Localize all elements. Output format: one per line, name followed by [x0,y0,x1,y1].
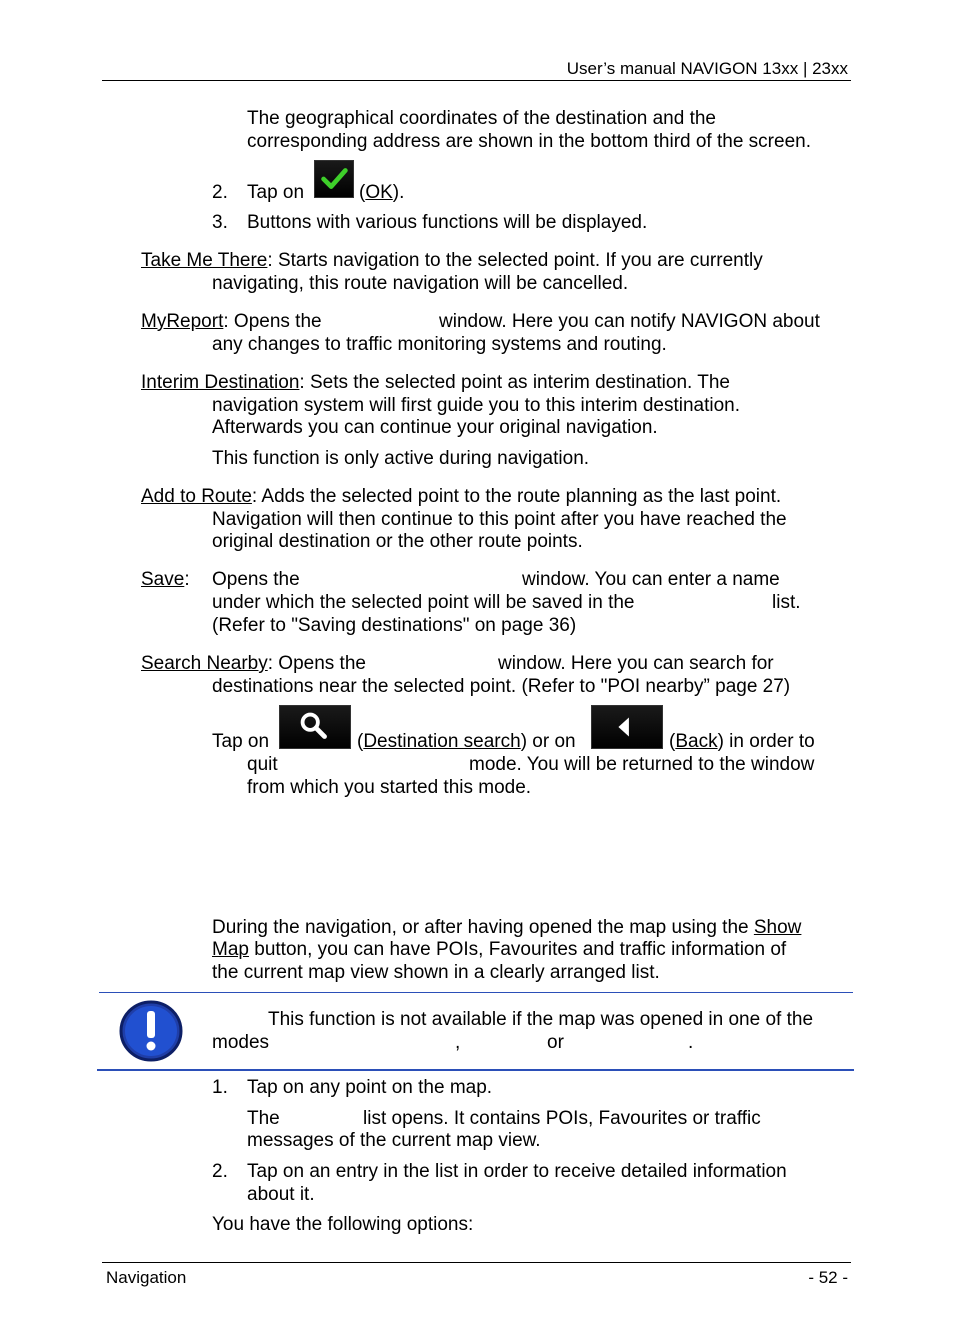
back-button-icon[interactable] [591,705,663,749]
poi-intro-line-3: the current map view shown in a clearly arranged list. [212,962,660,983]
quit-end-text [669,730,815,753]
step-text: Tap on an entry in the list in order to receive detailed information [247,1161,787,1182]
save-link[interactable]: Save [141,569,185,590]
option-desc: navigating, this route navigation will be cancelled. [212,273,629,294]
destination-search-link[interactable]: Destination search [363,731,521,752]
notice-top-rule [99,992,853,993]
option-desc: original destination or the other route points. [212,531,583,552]
option-desc: Opens the [212,569,300,590]
notice-line-1: This function is not available if the map was opened in one of the [268,1009,814,1030]
step-text: Buttons with various functions will be displayed. [247,212,648,233]
notice-period: . [688,1032,694,1053]
step-text: Tap on any point on the map. [247,1077,493,1098]
option-desc: window. Here you can search for [498,653,774,674]
page-number: - 52 - [808,1268,848,1287]
option-take-me-there [141,249,763,272]
notice-comma: , [455,1032,461,1053]
option-desc: Afterwards you can continue your original navigation. [212,417,658,438]
paren-open: ( [669,731,676,752]
option-desc: (Refer to "Saving destinations" on page 36) [212,615,577,636]
option-note: This function is only active during navigation. [212,448,590,469]
intro-line-2: corresponding address are shown in the bottom third of the screen. [247,131,811,152]
step-text: Tap on [247,182,305,203]
option-desc: any changes to traffic monitoring systems and routing. [212,334,667,355]
intro-line-1: The geographical coordinates of the destination and the [247,108,716,129]
option-desc: : Starts navigation to the selected point. If you are currently [267,250,763,271]
option-desc: : Sets the selected point as interim destination. The [299,372,730,393]
paren-open: ( [357,731,364,752]
options-intro: You have the following options: [212,1214,474,1235]
destination-search-button-icon[interactable] [279,705,351,749]
option-desc: navigation system will first guide you to this interim destination. [212,395,741,416]
ok-link[interactable]: OK [365,182,393,203]
search-nearby-link[interactable]: Search Nearby [141,653,268,674]
step-text: about it. [247,1184,315,1205]
step-number: 2. [212,1161,228,1182]
quit-text: mode. You will be returned to the window [469,754,815,775]
interim-destination-link[interactable]: Interim Destination [141,372,300,393]
poi-intro-line-2 [212,938,786,961]
step-result: list opens. It contains POIs, Favourites or traffic [363,1108,761,1129]
checkmark-icon [315,161,353,197]
quit-mid-text [357,730,576,753]
option-save [141,568,190,591]
option-desc: : Opens the [223,311,322,332]
show-map-link[interactable]: Map [212,939,249,960]
footer-section: Navigation [106,1268,187,1287]
footer-rule [102,1262,851,1263]
paren-close: ). [392,182,405,203]
show-map-link[interactable]: Show [753,917,802,938]
option-myreport [141,310,322,333]
option-desc: : Adds the selected point to the route planning as the last point. [251,486,782,507]
quit-tap-on: Tap on [212,731,270,752]
poi-text: During the navigation, or after having opened the map using the [212,917,749,938]
notice-bottom-rule [97,1069,854,1071]
step-number: 2. [212,182,228,203]
ok-button-icon[interactable] [314,160,354,198]
option-desc: window. You can enter a name [522,569,780,590]
option-search-nearby [141,652,366,675]
header-title: User’s manual NAVIGON 13xx | 23xx [566,59,848,78]
option-add-to-route [141,485,781,508]
or-on-text: ) or on [520,731,576,752]
option-interim-destination [141,371,730,394]
option-colon: : [184,569,190,590]
exclamation-icon [119,1000,183,1062]
add-to-route-link[interactable]: Add to Route [141,486,252,507]
poi-intro-line-1 [212,916,801,939]
option-desc: under which the selected point will be saved in the [212,592,635,613]
step-result: The [247,1108,280,1129]
step-number: 1. [212,1077,228,1098]
myreport-link[interactable]: MyReport [141,311,224,332]
quit-text: quit [247,754,278,775]
option-desc: : Opens the [267,653,366,674]
notice-modes: modes [212,1032,270,1053]
ok-ref [359,181,404,204]
option-desc: destinations near the selected point. (Refer to "POI nearby” page 27) [212,676,791,697]
notice-icon [119,1000,183,1062]
paren-open: ( [359,182,366,203]
option-desc: window. Here you can notify NAVIGON about [439,311,820,332]
step-result: messages of the current map view. [247,1130,541,1151]
header-rule [102,80,851,81]
magnifier-icon [280,706,350,748]
poi-text: button, you can have POIs, Favourites and traffic information of [254,939,787,960]
take-me-there-link[interactable]: Take Me There [141,250,268,271]
back-link[interactable]: Back [675,731,718,752]
option-desc: list. [772,592,801,613]
option-desc: Navigation will then continue to this point after you have reached the [212,509,787,530]
notice-or: or [547,1032,564,1053]
back-arrow-icon [592,706,662,748]
in-order-to-text: ) in order to [717,731,815,752]
quit-text: from which you started this mode. [247,777,532,798]
step-number: 3. [212,212,228,233]
